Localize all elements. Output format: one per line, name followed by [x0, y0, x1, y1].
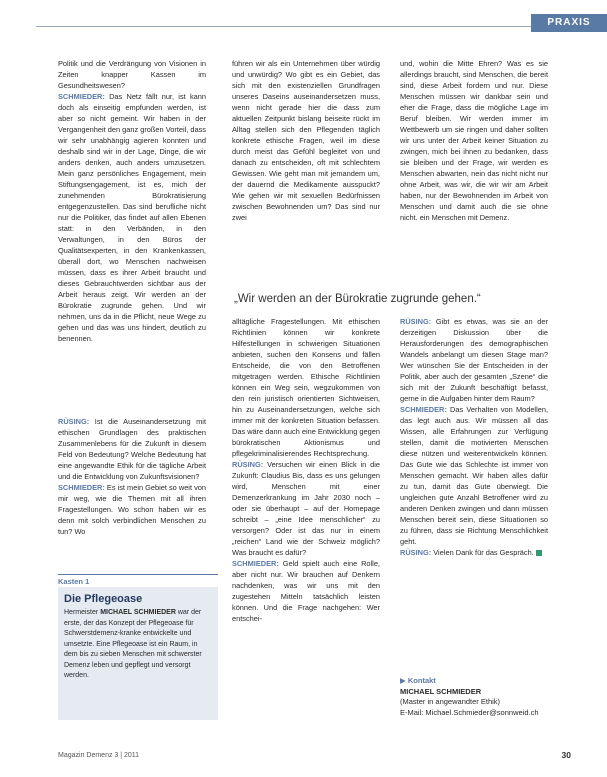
- box-title: Die Pflegeoase: [64, 593, 143, 605]
- contact-email[interactable]: E-Mail: Michael.Schmieder@sonnweid.ch: [400, 707, 539, 717]
- box-text: war der erste, der das Konzept der Pflegeoase für Schwerstdemenz-kranke entwickelte und umsetzte. Eine Pflegeoase ist ein Raum, in dem bis zu sieben Menschen mit schwerster Demenz leben und gepflegt und versorgt werden.: [64, 609, 202, 679]
- paragraph: [232, 316, 380, 459]
- box-name: MICHAEL SCHMIEDER: [100, 609, 176, 616]
- pull-quote: „Wir werden an der Bürokratie zugrunde gehen.“: [234, 293, 481, 305]
- paragraph-text: Gibt es etwas, was sie an der derzeitigen Diskussion über die Herausforderungen des demographischen Wandels anbelangt um diesen Stage man? Wer wünschen Sie der Entscheiden in der Politik, aber auch der gesamten „Szene“ die sich mit der Zukunft beschäftigt befasst, gerne in die Aufgaben hinter dem Raum?: [400, 317, 548, 403]
- speaker-label: RÜSING:: [58, 417, 95, 426]
- header-rule: [36, 6, 607, 27]
- box-label: Kasten 1: [58, 577, 90, 586]
- contact-label: Kontakt: [407, 676, 436, 685]
- paragraph: [400, 316, 548, 404]
- end-mark-icon: [536, 550, 542, 556]
- column-1-middle: [58, 416, 206, 568]
- speaker-label: SCHMIEDER:: [232, 559, 283, 568]
- paragraph: [232, 558, 380, 624]
- speaker-label: SCHMIEDER:: [400, 405, 451, 414]
- paragraph-text: Politik und die Verdrängung von Visionen in Zeiten knapper Kassen im Gesundheitswesen?: [58, 59, 206, 90]
- paragraph-text: Vielen Dank für das Gespräch.: [433, 548, 534, 557]
- column-2-middle: [232, 316, 380, 744]
- box-body: [64, 608, 212, 682]
- paragraph-text: Das Netz fällt nur, ist kann doch als einseitig empfunden werden, ist aber so nicht gemeint. Wir haben in der Vergangenheit den ganz großen Vorteil, dass wir sehr unabhängig agieren konnten und deshalb sind wir in der Lage, Dinge, die wir anders denken, auch anders umzusetzen. Mein ganz persönliches Engagement, mein Stiftungsengagement, ist es, mich der zunehmenden Bürokratisierung entgegenzustellen. Das sind berufliche nicht nur die Politiker, das findet auf allen Ebenen statt: in den Verbänden, in den Verwaltungen, in den Büros der Qualitätsexperten, in den Krankenkassen, überall dort, wo Menschen nachweisen müssen, dass es ihrer Arbeit braucht und dieses Gebrauchtwerden sichtbar aus der Arbeit heraus zeigt. Wir werden an der Bürokratie zugrunde gehen. Und wir nehmen, uns da in die Pflicht, neue Wege zu gehen und das was uns hindert, deutlich zu benennen.: [58, 92, 206, 343]
- paragraph: [58, 416, 206, 482]
- speaker-label: RÜSING:: [400, 548, 434, 557]
- paragraph: [232, 459, 380, 558]
- info-box: [58, 587, 218, 720]
- paragraph: [58, 58, 206, 91]
- paragraph-text: Geld spielt auch eine Rolle, aber nicht nur. Wir brauchen auf Denkern nachdenken, was wir uns mit den zugestehen Mitteln tatsächlich leisten können. Und die Frage nachgehen: Wer entschei-: [232, 559, 380, 623]
- paragraph-text: Versuchen wir einen Blick in die Zukunft: Claudius Bis, dass es uns gelungen wird, Menschen mit einer Demenzerkrankung im Jahr 2030 noch – oder sie überhaupt – auf der Homepage schreibt – „eine Idee menschlicher“ zu versorgen? Oder ist das nur in einem „reichen“ Land wie der Schweiz möglich? Was braucht es dafür?: [232, 460, 380, 557]
- column-3-top: [400, 58, 548, 286]
- paragraph-text: alltägliche Fragestellungen. Mit ethischen Richtlinien können wir konkrete Hilfestellungen in schwierigen Situationen anbieten, suchen den Konsens und fällen Entscheide, die von den Betroffenen mitgetragen werden. Ethische Richtlinien können ein Weg sein, wegzukommen von den rein juristisch orientierten Sichtweisen, hin zu Auseinandersetzungen, welche sich immer mit der konkreten Situation befassen. Das wäre dann auch eine Entwicklung gegen bürokratischen Aktionismus und pflegekriminalisierendes Rechtsprechung.: [232, 317, 380, 458]
- contact-name: MICHAEL SCHMIEDER: [400, 686, 482, 696]
- footer-publication: Magazin Demenz 3 | 2011: [58, 752, 140, 759]
- paragraph: [400, 547, 548, 558]
- box-intro: Hermeister: [64, 609, 99, 616]
- speaker-label: SCHMIEDER:: [58, 92, 110, 101]
- paragraph: [58, 91, 206, 344]
- column-3-middle: [400, 316, 548, 662]
- paragraph: [400, 58, 548, 223]
- speaker-label: RÜSING:: [232, 460, 268, 469]
- paragraph-text: und, wohin die Mitte Ehren? Was es sie allerdings braucht, sind Menschen, die bereit sind, diese Arbeit fordern und nur. Diese Menschen müssen wir dankbar sein und eher die Frage, dass die mögliche Lage im Beruf bleiben. Wir werden immer im Wettbewerb um sie ringen und daher sollten wir uns unter der Arbeit keiner Situation zu zwingen, mich bei ihnen zu bedanken, dass sie bleiben und der Frage, wir werden es Menschen abwarten, nein das nicht nicht nur ohne Arbeit, was wir, die wir wir am Arbeit haben, nur der Bewohnenden im Arbeit von Menschen und damit auch die sie ohne nicht. ein Menschen mit Demenz.: [400, 59, 548, 222]
- contact-role: (Master in angewandter Ethik): [400, 697, 501, 706]
- paragraph: [400, 404, 548, 547]
- box-rule: [58, 574, 218, 575]
- column-2-top: [232, 58, 380, 286]
- speaker-label: RÜSING:: [400, 317, 436, 326]
- paragraph: [58, 482, 206, 537]
- contact-block: [400, 676, 570, 718]
- section-label: PRAXIS: [531, 14, 607, 32]
- arrow-icon: ▶: [400, 676, 406, 685]
- paragraph-text: Das Verhalten von Modellen, das legt auch aus. Wir müssen all das Wissen, alle Erfahrungen zur Verfügung stellen, damit die motivierten Menschen diese nützen und weiterentwickeln können. Das Gute wie das Schlechte ist immer von Menschen gemacht. Wir haben alles dafür zu tun, damit das Gute überwiegt. Die ungleichen gute Anzahl Betroffener wird zu anderen Denken zwingen und dann müssen Menschen bereit sein, diese Situationen so zu führen, dass sie Richtung Menschlichkeit geht.: [400, 405, 548, 546]
- speaker-label: SCHMIEDER:: [58, 483, 107, 492]
- paragraph: [232, 58, 380, 223]
- paragraph-text: führen wir als ein Unternehmen über würdig und unwürdig? Wo gibt es ein Gebiet, das sich mit den existenziellen Grundfragen unseres Daseins auseinandersetzen muss, wenn nicht gerade hier die dass zum aktuellen Zeitpunkt bislang beiseite rückt im Alltag stellen sich den Pflegenden täglich konkrete ethische Fragen, weil im diese durch meist das Gefühl begleitet von und danach zu entscheiden, oft mit schlechtem Gewissen. Wie geht man mit jemandem um, der dauernd die Medikamente ausspuckt? Wie gehen wir mit sexuellen Bedürfnissen zwischen Bewohnenden um? Das sind nur zwei: [232, 59, 380, 222]
- page-number: 30: [561, 750, 571, 760]
- paragraph-text: Ist die Auseinandersetzung mit ethischen Grundlagen des praktischen Zusammenlebens für die Zukunft in diesem Feld von Bedeutung? Welche Bedeutung hat eine angewandte Ethik für die tägliche Arbeit und die Entwicklung von Zukunftsvisionen?: [58, 417, 206, 481]
- paragraph-text: Es ist mein Gebiet so weit von mir weg, wie die Themen mit all ihren Fragestellungen. Wo schon haben wir es denn mit solch verbindlichen Menschen zu tun? Wo: [58, 483, 206, 536]
- column-1-top: [58, 58, 206, 343]
